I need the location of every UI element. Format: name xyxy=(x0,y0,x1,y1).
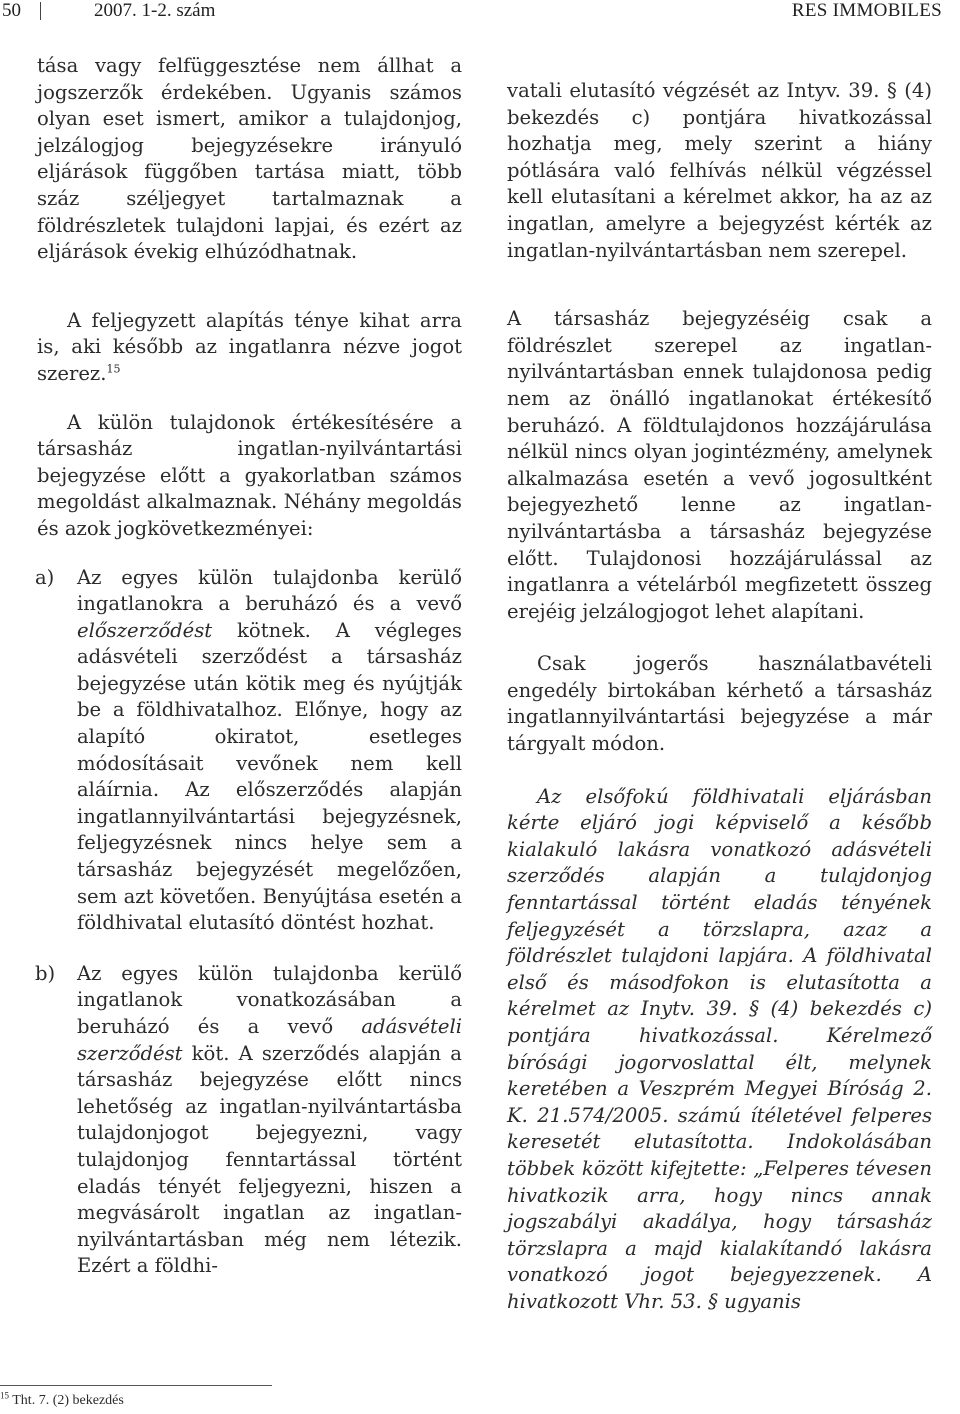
list-item-b-italic: adásvételi szerződést xyxy=(77,1015,462,1065)
list-item-a-before: Az egyes külön tulajdonba kerülő ingatlanokra a beruházó és a vevő xyxy=(77,565,462,616)
running-header xyxy=(0,0,960,26)
right-column xyxy=(507,78,932,1316)
left-paragraph-2 xyxy=(37,308,462,388)
issue-label: 2007. 1-2. szám xyxy=(94,0,216,21)
left-paragraph-1: tása vagy felfüggesztése nem állhat a jogszerzők érdekében. Ugyanis számos olyan eset ismert, amikor a tulajdonjog, jelzálogjog bejegyzésekre irányuló eljárások függőben tartása miatt, több száz széljegyet tartalmaznak a földrészletek tulajdoni lapjai, és ezért az eljárások évekig elhúzódhatnak. xyxy=(37,54,462,264)
right-paragraph-3: Csak jogerős használatbavételi engedély birtokában kérhető a társasház ingatlannyilvántartási bejegyzése a már tárgyalt módon. xyxy=(507,652,932,756)
footnote-divider xyxy=(0,1385,272,1386)
list-item-b-after: köt. A szerződés alapján a társasház bejegyzése előtt nincs lehetőség az ingatlan-nyilvántartásba tulajdonjogot bejegyezni, vagy tulajdonjog fenntartással történt eladás tényét feljegyezni, hiszen a megvásárolt ingatlan az ingatlan-nyilvántartásban még nem létezik. Ezért a földhi- xyxy=(77,1041,462,1278)
left-paragraph-3: A külön tulajdonok értékesítésére a társasház ingatlan-nyilvántartási bejegyzése előtt a gyakorlatban számos megoldást alkalmaznak. Néhány megoldás és azok jogkövetkezményei: xyxy=(37,410,462,540)
list-item-b-text xyxy=(77,961,462,1280)
list-item-a-italic: előszerződést xyxy=(77,618,213,642)
list-item-a-text xyxy=(77,565,462,937)
page-number: 50 xyxy=(2,0,21,21)
list-item-a-after: kötnek. A végleges adásvételi szerződést a társasház bejegyzése után kötik meg és nyújtják be a földhivatalhoz. Előnye, hogy az alapító okiratot, esetleges módosításait vevőnek nem kell aláírnia. Az előszerződés alapján ingatlannyilvántartási bejegyzésnek, feljegyzésnek nincs helye sem a társasház bejegyzését megelőzően, sem azt követően. Benyújtása esetén a földhivatal elutasító döntést hozhat. xyxy=(77,618,462,935)
footnote xyxy=(0,1390,124,1409)
left-column xyxy=(37,53,462,1280)
journal-title: RES IMMOBILES xyxy=(791,0,942,21)
left-paragraph-2-text: A feljegyzett alapítás ténye kihat arra is, aki később az ingatlanra nézve jogot szerez. xyxy=(37,308,462,385)
list-item-a xyxy=(37,565,462,937)
footnote-reference: 15 xyxy=(106,362,121,376)
list-item-b xyxy=(37,961,462,1280)
right-paragraph-1: vatali elutasító végzését az Intyv. 39. § (4) bekezdés c) pontjára hivatkozással hozhatja meg, mely szerint a hiány pótlására való felhívás nélkül végzéssel kell elutasítani a kérelmet akkor, ha az az ingatlan, amelyre a bejegyzést kérték az ingatlan-nyilvántartásban nem szerepel. xyxy=(507,79,932,262)
list-item-b-before: Az egyes külön tulajdonba kerülő ingatlanok vonatkozásában a beruházó és a vevő xyxy=(77,961,462,1038)
case-excerpt xyxy=(507,784,932,1316)
header-divider xyxy=(40,2,41,20)
footnote-number: 15 xyxy=(0,1390,9,1401)
right-paragraph-2: A társasház bejegyzéséig csak a földrészlet szerepel az ingatlan-nyilvántartásban ennek tulajdonosa pedig nem az önálló ingatlanokat értékesítő beruházó. A földtulajdonos hozzájárulása nélkül nincs olyan jogintézmény, amelynek alkalmazása esetén a vevő jogosultként bejegyezhető lenne az ingatlan-nyilvántartásba a társasház bejegyzése előtt. Tulajdonosi hozzájárulással az ingatlanra a vételárból megfizetett összeg erejéig jelzálogjogot lehet alapítani. xyxy=(507,307,932,623)
right-paragraph-4: Az elsőfokú földhivatali eljárásban kérte eljáró jogi képviselő a később kialakuló lakásra vonatkozó adásvételi szerződés alapján a tulajdonjog fenntartással történt eladás tényének feljegyzését a törzslapra, azaz a földrészlet tulajdoni lapjára. A földhivatal első és másodfokon is elutasította a kérelmet az Inytv. 39. § (4) bekezdés c) pontjára hivatkozással. Kérelmező bírósági jogorvoslattal élt, melynek keretében a Veszprém Megyei Bíróság 2. K. 21.574/2005. számú ítéletével felperes keresetét elutasította. Indokolásában többek között kifejtette: „Felperes tévesen hivatkozik arra, hogy nincs annak jogszabályi akadálya, hogy társasház törzslapra a majd kialakítandó lakásra vonatkozó jogot bejegyezzenek. A hivatkozott Vhr. 53. § ugyanis xyxy=(507,784,932,1313)
list-item-b-label: b) xyxy=(35,961,56,985)
footnote-text: Tht. 7. (2) bekezdés xyxy=(12,1393,124,1408)
list-item-a-label: a) xyxy=(35,565,55,589)
